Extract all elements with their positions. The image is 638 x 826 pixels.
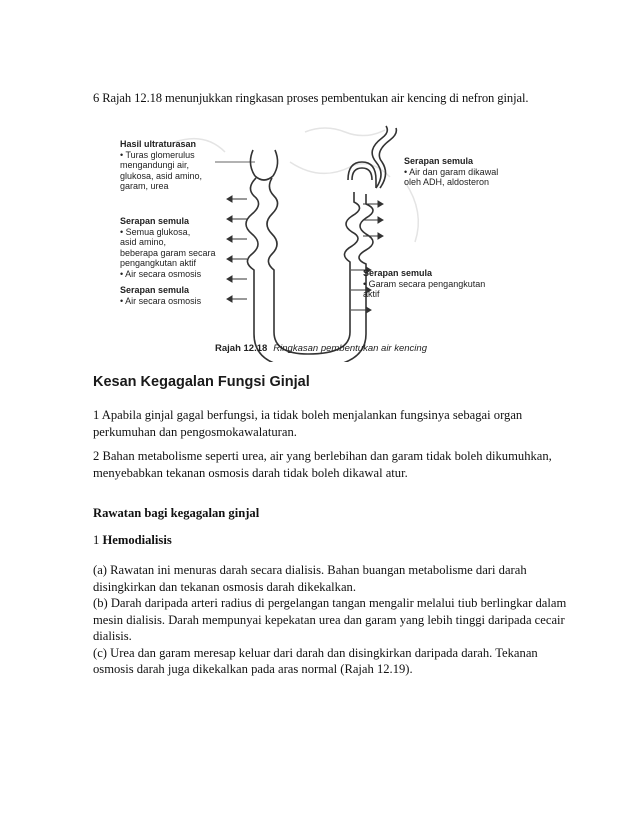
intro-line: 6 Rajah 12.18 menunjukkan ringkasan proses pembentukan air kencing di nefron ginjal. <box>93 91 529 105</box>
hemodialysis-heading <box>93 533 172 548</box>
point-2: 2 Bahan metabolisme seperti urea, air yang berlebihan dan garam tidak boleh dikumuhkan, menyebabkan tekanan osmosis darah tidak boleh dikawal atur. <box>93 449 552 480</box>
caption-text: Ringkasan pembentukan air kencing <box>273 343 427 354</box>
reabsorption-label-3: Serapan semula • Air dan garam dikawal oleh ADH, aldosteron <box>404 156 499 187</box>
reabsorption-label-4: Serapan semula • Garam secara pengangkutan aktif <box>363 268 486 299</box>
reabsorption-label-1: Serapan semula • Semua glukosa, asid amino, beberapa garam secara pengangkutan aktif • Air secara osmosis <box>120 216 216 279</box>
caption-number: Rajah 12.18 <box>215 343 268 354</box>
section-heading: Kesan Kegagalan Fungsi Ginjal <box>93 374 310 390</box>
hemodialysis-number: 1 <box>93 533 103 547</box>
point-1: 1 Apabila ginjal gagal berfungsi, ia tidak boleh menjalankan fungsinya sebagai organ perkumuhan dan pengosmokawalaturan. <box>93 408 523 439</box>
hemodialysis-body: (a) Rawatan ini menuras darah secara dialisis. Bahan buangan metabolisme dari darah disingkirkan dan tekanan osmosis darah dikekalkan. (b) Darah daripada arteri radius di pergelangan tangan mengalir melalui tiub berlingkar dalam mesin dialisis. Darah mempunyai kepekatan urea dan garam yang lebih tinggi daripada cecair dialisis. (c) Urea dan garam meresap keluar dari darah dan disingkirkan daripada darah. Tekanan osmosis darah juga dikekalkan pada aras normal (Rajah 12.19). <box>93 563 567 676</box>
filtrate-label: Hasil ultraturasan • Turas glomerulus mengandungi air, glukosa, asid amino, garam, urea <box>120 139 203 191</box>
reabsorption-label-2: Serapan semula • Air secara osmosis <box>120 285 202 306</box>
nephron-figure <box>115 122 499 362</box>
treatment-heading: Rawatan bagi kegagalan ginjal <box>93 506 260 520</box>
figure-caption <box>215 343 427 354</box>
hemodialysis-title: Hemodialisis <box>102 533 172 547</box>
